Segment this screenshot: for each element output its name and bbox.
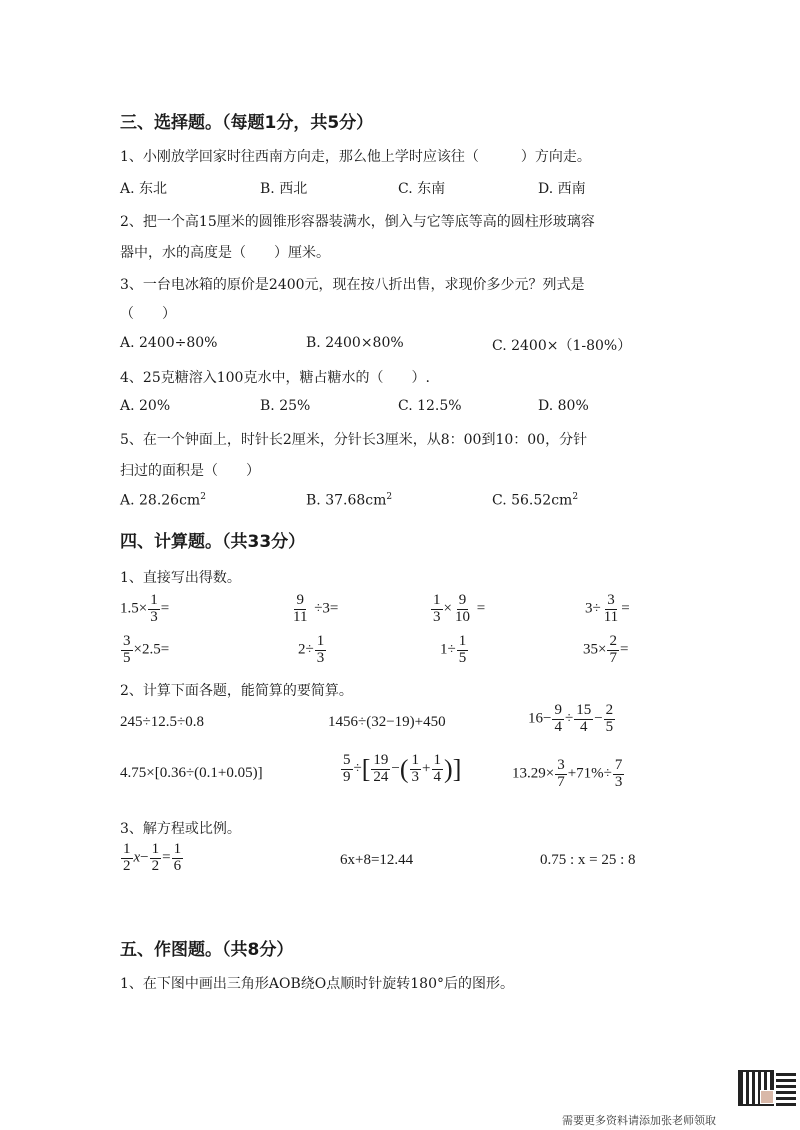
expr-4: 4.75×[0.36÷(0.1+0.05)] <box>120 765 263 781</box>
q1-text: 1、小刚放学回家时往西南方向走，那么他上学时应该往（ ）方向走。 <box>120 149 591 165</box>
q3-line2: （ ） <box>120 306 176 322</box>
qr-code-edge <box>776 1070 796 1106</box>
part1-title: 1、直接写出得数。 <box>120 570 241 586</box>
section3-heading: 三、选择题。（每题1分，共5分） <box>120 113 374 133</box>
expr-6: 13.29× $\frac{3}{7}$ +71%÷ $\frac{7}{3}$ <box>512 757 623 790</box>
calc-r1-c4: 3÷ $\frac{3}{11}$ = <box>585 592 630 625</box>
q4-option-c: C. 12.5% <box>398 398 462 414</box>
q5-option-c: C. $56.52cm^2$ <box>492 492 579 509</box>
q1-option-d: D. 西南 <box>538 181 586 197</box>
q3-option-b: B. 2400×80% <box>306 335 404 351</box>
expr-3: 16− $\frac{9}{4}$ ÷ $\frac{15}{4}$ − $\frac{2}{5}$ <box>528 702 614 735</box>
equation-3: 0.75 : x = 25 : 8 <box>540 852 636 868</box>
q4-option-a: A. 20% <box>120 398 171 414</box>
q3-line1: 3、一台电冰箱的原价是2400元，现在按八折出售，求现价多少元？列式是 <box>120 277 585 293</box>
q1-option-a: A. 东北 <box>120 181 168 197</box>
q5-line1: 5、在一个钟面上，时针长2厘米，分针长3厘米，从8：00到10：00，分针 <box>120 432 588 448</box>
equation-2: 6x+8=12.44 <box>340 852 414 868</box>
q1-option-c: C. 东南 <box>398 181 446 197</box>
calc-r2-c1: $\frac{3}{5}$ ×2.5= <box>123 633 170 666</box>
part2-title: 2、计算下面各题，能简算的要简算。 <box>120 683 353 699</box>
calc-r2-c4: 35× $\frac{2}{7}$ = <box>583 633 629 666</box>
expr-5: $\frac{5}{9}$ ÷[ $\frac{19}{24}$ −( $\frac{1}{3}$ + $\frac{1}{4}$ )] <box>343 752 462 785</box>
q1-option-b: B. 西北 <box>260 181 308 197</box>
q3-option-c: C. 2400×（1-80%） <box>492 338 632 354</box>
part3-title: 3、解方程或比例。 <box>120 821 241 837</box>
calc-r2-c2: 2÷ $\frac{1}{3}$ <box>298 633 325 666</box>
calc-r1-c1: 1.5× $\frac{1}{3}$ = <box>120 592 170 625</box>
q2-line2: 器中，水的高度是（ ）厘米。 <box>120 245 330 261</box>
q3-option-a: A. 2400÷80% <box>120 335 218 351</box>
section5-heading: 五、作图题。（共8分） <box>120 940 294 960</box>
expr-1: 245÷12.5÷0.8 <box>120 714 204 730</box>
q4-text: 4、25克糖溶入100克水中，糖占糖水的（ ）. <box>120 370 430 386</box>
calc-r1-c2: $\frac{9}{11}$ ÷3= <box>293 592 339 625</box>
q2-line1: 2、把一个高15厘米的圆锥形容器装满水，倒入与它等底等高的圆柱形玻璃容 <box>120 214 595 230</box>
q5-line2: 扫过的面积是（ ） <box>120 463 260 479</box>
q4-option-d: D. 80% <box>538 398 589 414</box>
footer-note: 需要更多资料请添加张老师领取 <box>562 1114 716 1127</box>
calc-r2-c3: 1÷ $\frac{1}{5}$ <box>440 633 467 666</box>
equation-1: $\frac{1}{2}$ x− $\frac{1}{2}$ = $\frac{1}{6}$ <box>123 841 182 874</box>
s5-q1-text: 1、在下图中画出三角形AOB绕O点顺时针旋转180°后的图形。 <box>120 976 514 992</box>
q4-option-b: B. 25% <box>260 398 311 414</box>
section4-heading: 四、计算题。（共33分） <box>120 532 306 552</box>
calc-r1-c3: $\frac{1}{3}$ × $\frac{9}{10}$ = <box>433 592 486 625</box>
expr-2: 1456÷(32−19)+450 <box>328 714 446 730</box>
q5-option-b: B. $37.68cm^2$ <box>306 492 393 509</box>
avatar <box>760 1090 774 1104</box>
q5-option-a: A. $28.26cm^2$ <box>120 492 206 509</box>
